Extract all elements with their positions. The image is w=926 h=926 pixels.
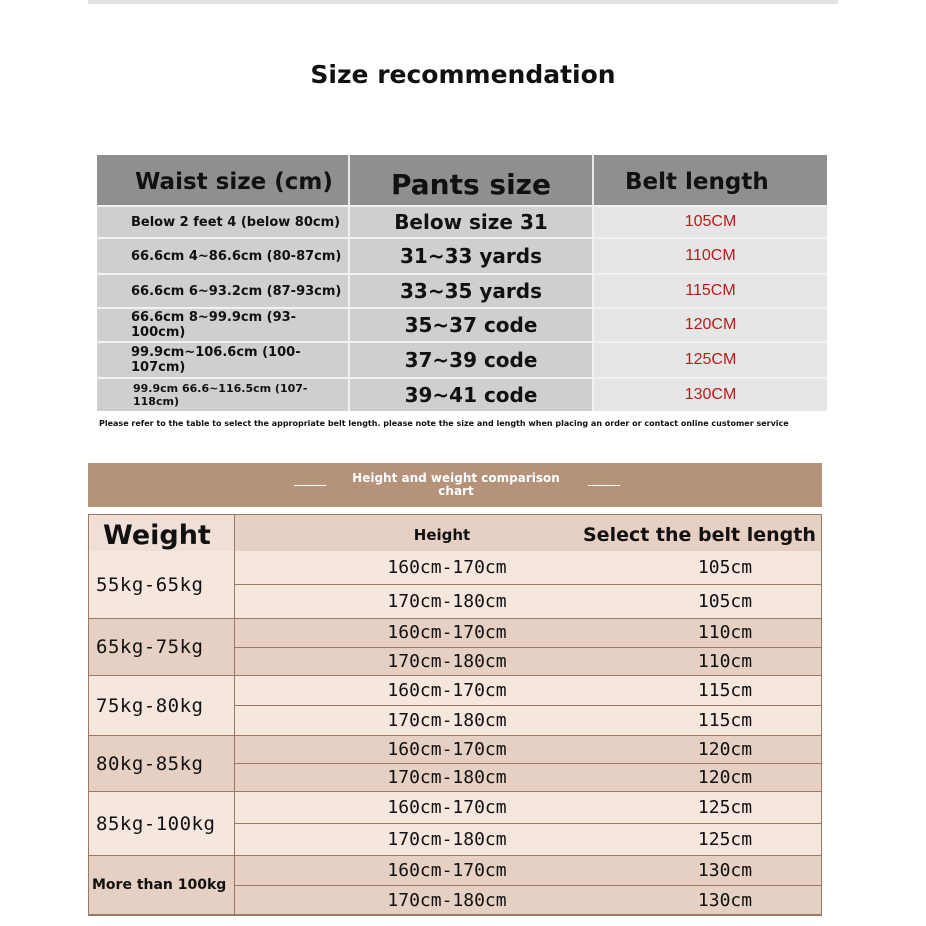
header-pants-size: Pants size [350,155,594,205]
height-row [235,551,821,585]
height-range-cell: 160cm-170cm [387,680,507,701]
waist-size-cell: 66.6cm 6~93.2cm (87-93cm) [97,275,350,307]
size-table-body [97,205,827,411]
height-row [235,706,821,736]
waist-size-cell: Below 2 feet 4 (below 80cm) [97,207,350,237]
weight-range-cell: 65kg-75kg [89,619,235,675]
pants-size-cell: 37~39 code [350,343,594,377]
belt-length-cell: 120cm [697,739,753,760]
comparison-chart-title: Height and weight comparison chart [352,471,560,498]
height-row [235,648,821,677]
header-weight: Weight [89,515,235,551]
waist-size-cell: 66.6cm 4~86.6cm (80-87cm) [97,239,350,273]
belt-length-cell: 130cm [697,889,753,911]
weight-range-cell: 85kg-100kg [89,792,235,855]
size-table-row [97,237,827,273]
banner-dash-right [588,485,620,486]
height-row [235,886,821,916]
height-row [235,764,821,792]
weight-group [89,551,821,619]
height-range-cell: 170cm-180cm [387,710,507,731]
belt-length-cell: 110CM [594,239,827,273]
size-table-row [97,307,827,341]
comparison-table [88,514,822,916]
waist-size-cell: 99.9cm~106.6cm (100-107cm) [97,343,350,377]
pants-size-cell: 33~35 yards [350,275,594,307]
pants-size-cell: 35~37 code [350,309,594,341]
banner-dash-left [294,485,326,486]
weight-group [89,792,821,856]
header-height: Height [413,526,471,544]
top-divider [88,0,838,4]
height-range-cell: 170cm-180cm [387,650,507,672]
size-table [97,155,827,411]
pants-size-cell: 39~41 code [350,379,594,411]
waist-size-cell: 66.6cm 8~99.9cm (93-100cm) [97,309,350,341]
weight-range-cell: 80kg-85kg [89,736,235,791]
weight-group [89,676,821,736]
header-waist-size: Waist size (cm) [97,155,350,205]
header-belt-length: Belt length [625,169,769,195]
height-range-cell: 170cm-180cm [387,591,507,612]
size-table-row [97,205,827,237]
height-range-cell: 160cm-170cm [387,557,507,578]
size-note: Please refer to the table to select the appropriate belt length. please note the size and length when placing an order or contact online customer service [99,419,789,428]
header-select-belt-length: Select the belt length [583,524,816,546]
belt-length-cell: 115CM [594,275,827,307]
height-range-cell: 170cm-180cm [387,889,507,911]
belt-length-cell: 110cm [697,622,753,643]
pants-size-cell: 31~33 yards [350,239,594,273]
height-row [235,736,821,764]
height-range-cell: 170cm-180cm [387,829,507,850]
height-range-cell: 160cm-170cm [387,860,507,881]
height-row [235,676,821,706]
belt-length-cell: 125cm [697,829,753,850]
height-row [235,792,821,824]
height-range-cell: 160cm-170cm [387,622,507,643]
belt-length-cell: 105cm [697,557,753,578]
size-table-row [97,377,827,411]
belt-length-cell: 115cm [697,710,753,731]
weight-group [89,856,821,915]
page-title: Size recommendation [310,60,616,89]
pants-size-cell: Below size 31 [350,207,594,237]
weight-range-cell: More than 100kg [89,856,235,914]
belt-length-cell: 130cm [697,860,753,881]
belt-length-cell: 105CM [594,207,827,237]
belt-length-cell: 120CM [594,309,827,341]
belt-length-cell: 120cm [697,767,753,788]
belt-length-cell: 115cm [697,680,753,701]
height-row [235,856,821,886]
size-table-row [97,341,827,377]
waist-size-cell: 99.9cm 66.6~116.5cm (107-118cm) [97,379,350,411]
height-row [235,824,821,856]
size-table-row [97,273,827,307]
comparison-chart-banner [88,463,822,507]
belt-length-cell: 110cm [697,650,753,672]
weight-group [89,736,821,792]
weight-range-cell: 55kg-65kg [89,551,235,618]
height-range-cell: 170cm-180cm [387,767,507,788]
belt-length-cell: 125CM [594,343,827,377]
height-range-cell: 160cm-170cm [387,739,507,760]
height-range-cell: 160cm-170cm [387,797,507,818]
weight-range-cell: 75kg-80kg [89,676,235,735]
belt-length-cell: 105cm [697,591,753,612]
weight-group [89,619,821,676]
comparison-table-header [89,515,821,552]
height-row [235,585,821,619]
height-row [235,619,821,648]
size-table-header [97,155,827,205]
belt-length-cell: 130CM [594,379,827,411]
belt-length-cell: 125cm [697,797,753,818]
